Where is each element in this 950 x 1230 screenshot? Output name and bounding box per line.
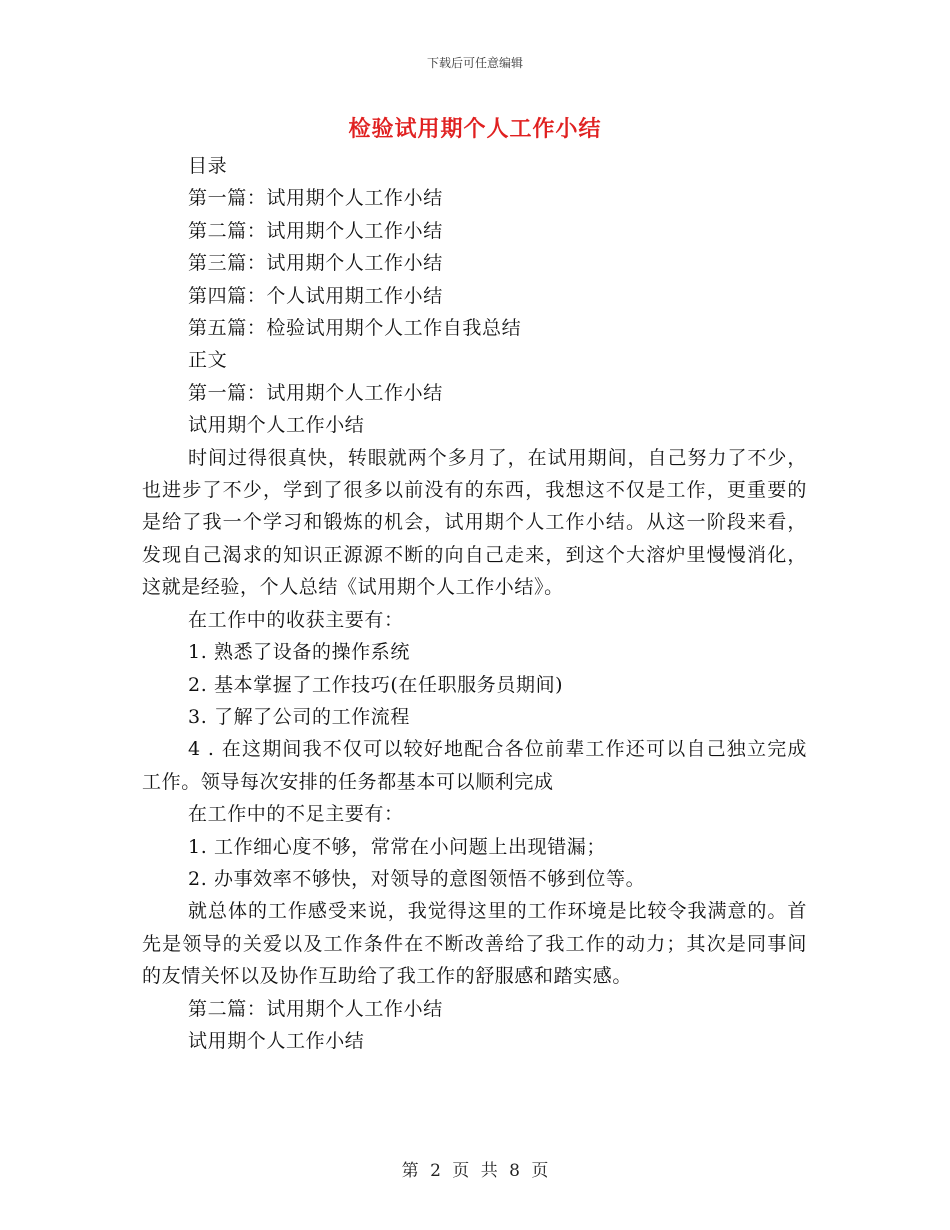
shortcoming-item: 1. 工作细心度不够，常常在小问题上出现错漏； xyxy=(188,835,606,858)
section-title: 第一篇：试用期个人工作小结 xyxy=(188,381,443,404)
section-subtitle: 试用期个人工作小结 xyxy=(188,1029,365,1052)
gains-heading: 在工作中的收获主要有： xyxy=(188,608,404,631)
document-body xyxy=(142,150,807,1057)
page-number: 第 2 页 共 8 页 xyxy=(401,1161,549,1181)
toc-item: 第四篇：个人试用期工作小结 xyxy=(188,284,443,307)
paragraph: 时间过得很真快，转眼就两个多月了，在试用期间，自己努力了不少，也进步了不少，学到了很多以前没有的东西，我想这不仅是工作，更重要的是给了我一个学习和锻炼的机会，试用期个人工作小结。从这一阶段来看，发现自己渴求的知识正源源不断的向自己走来，到这个大溶炉里慢慢消化，这就是经验，个人总结《试用期个人工作小结》。 xyxy=(142,446,807,599)
body-heading: 正文 xyxy=(188,349,228,372)
toc-item: 第二篇：试用期个人工作小结 xyxy=(188,219,443,242)
toc-item: 第三篇：试用期个人工作小结 xyxy=(188,252,443,275)
header-note: 下载后可任意编辑 xyxy=(426,56,523,70)
gain-item: 1. 熟悉了设备的操作系统 xyxy=(188,641,410,664)
shortcoming-item: 2. 办事效率不够快，对领导的意图领悟不够到位等。 xyxy=(188,867,646,890)
section-subtitle: 试用期个人工作小结 xyxy=(188,414,365,437)
document-title: 检验试用期个人工作小结 xyxy=(348,117,602,142)
toc-item: 第五篇：检验试用期个人工作自我总结 xyxy=(188,317,522,340)
paragraph: 就总体的工作感受来说，我觉得这里的工作环境是比较令我满意的。首先是领导的关爱以及工作条件在不断改善给了我工作的动力；其次是同事间的友情关怀以及协作互助给了我工作的舒服感和踏实感。 xyxy=(142,900,807,988)
shortcomings-heading: 在工作中的不足主要有： xyxy=(188,803,404,826)
toc-heading: 目录 xyxy=(188,155,228,177)
gain-item: 2. 基本掌握了工作技巧(在任职服务员期间) xyxy=(188,673,564,696)
gain-item: 3. 了解了公司的工作流程 xyxy=(188,705,410,728)
gain-item: 4 . 在这期间我不仅可以较好地配合各位前辈工作还可以自己独立完成工作。领导每次安排的任务都基本可以顺利完成 xyxy=(142,738,807,793)
toc-item: 第一篇：试用期个人工作小结 xyxy=(188,187,443,210)
section-title: 第二篇：试用期个人工作小结 xyxy=(188,997,443,1020)
